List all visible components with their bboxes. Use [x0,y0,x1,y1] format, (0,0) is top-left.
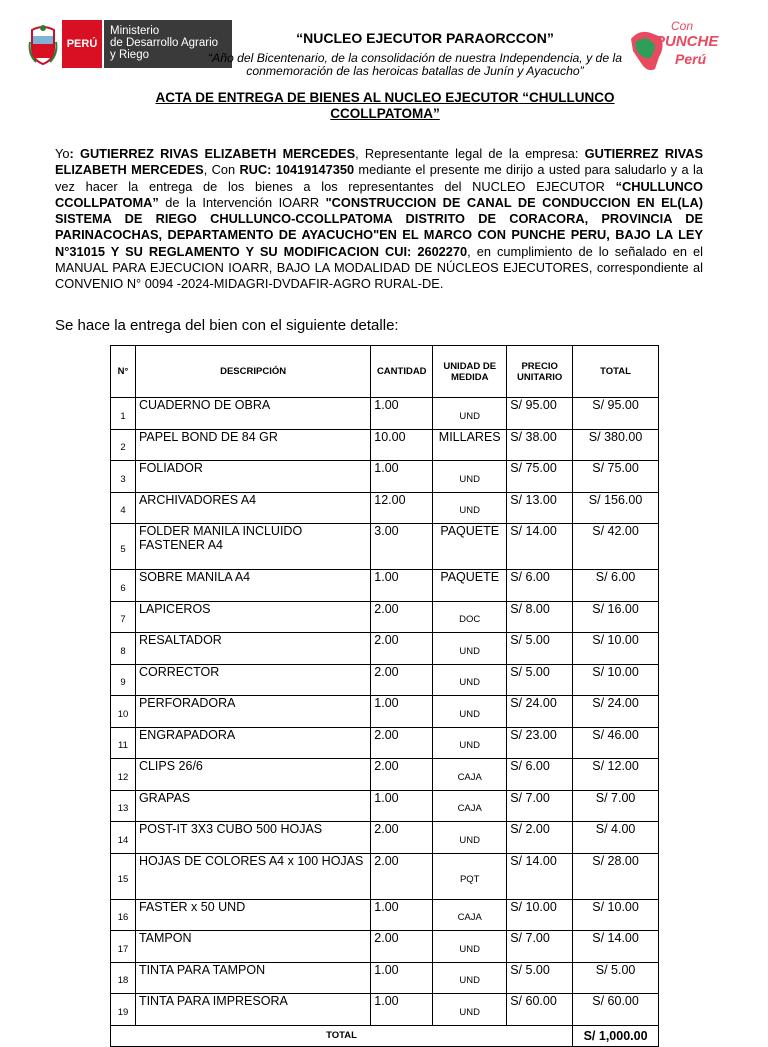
logo-punche-text: PUNCHE [655,33,719,50]
cell-quantity: 12.00 [371,492,433,524]
cell-quantity: 2.00 [371,853,433,899]
cell-unit-price: S/ 2.00 [507,822,573,854]
table-row [111,853,659,899]
cell-total: S/ 14.00 [573,931,659,963]
document-title: ACTA DE ENTREGA DE BIENES AL NUCLEO EJECUTOR “CHULLUNCO CCOLLPATOMA” [155,90,615,121]
cell-quantity: 2.00 [371,727,433,759]
items-table [110,345,659,1047]
cell-quantity: 2.00 [371,664,433,696]
cell-total: S/ 24.00 [573,696,659,728]
cell-total: S/ 95.00 [573,398,659,430]
cell-number: 5 [111,524,136,570]
cell-quantity: 2.00 [371,633,433,665]
cell-total: S/ 10.00 [573,664,659,696]
ministry-name: Ministerio de Desarrollo Agrario y Riego [104,20,232,68]
cell-unit-price: S/ 7.00 [507,931,573,963]
peru-shield-icon [27,20,59,68]
cell-quantity: 3.00 [371,524,433,570]
table-row [111,633,659,665]
cell-number: 10 [111,696,136,728]
cell-unit: CAJA [433,899,507,931]
cell-number: 17 [111,931,136,963]
cell-total: S/ 6.00 [573,570,659,602]
cell-unit-price: S/ 14.00 [507,524,573,570]
table-row [111,492,659,524]
cell-quantity: 2.00 [371,759,433,791]
cell-unit: MILLARES [433,429,507,461]
cell-unit-price: S/ 60.00 [507,994,573,1026]
cell-total: S/ 156.00 [573,492,659,524]
cell-unit-price: S/ 13.00 [507,492,573,524]
table-row [111,962,659,994]
cell-number: 18 [111,962,136,994]
cell-number: 2 [111,429,136,461]
cell-unit: UND [433,696,507,728]
cell-unit: UND [433,931,507,963]
cell-description: SOBRE MANILA A4 [135,570,370,602]
cell-unit-price: S/ 5.00 [507,664,573,696]
cell-total: S/ 28.00 [573,853,659,899]
cell-description: PERFORADORA [135,696,370,728]
cell-unit-price: S/ 8.00 [507,601,573,633]
cell-number: 8 [111,633,136,665]
col-header-unit: UNIDAD DE MEDIDA [433,346,507,398]
header-motto: “Año del Bicentenario, de la consolidación de nuestra Independencia, y de la conmemoración de las heroicas batallas de Junín y Ayacucho” [208,51,622,78]
cell-unit-price: S/ 75.00 [507,461,573,493]
cell-number: 9 [111,664,136,696]
cell-description: TINTA PARA IMPRESORA [135,994,370,1026]
table-row [111,398,659,430]
cell-quantity: 1.00 [371,398,433,430]
cell-total: S/ 5.00 [573,962,659,994]
cell-description: TINTA PARA TAMPON [135,962,370,994]
cell-unit: UND [433,461,507,493]
cell-unit: CAJA [433,790,507,822]
table-row [111,822,659,854]
table-row [111,931,659,963]
ministry-logo [27,20,232,70]
col-header-num: N° [111,346,136,398]
cell-description: ENGRAPADORA [135,727,370,759]
cell-total: S/ 7.00 [573,790,659,822]
cell-unit: UND [433,727,507,759]
table-row [111,696,659,728]
cell-unit: PAQUETE [433,524,507,570]
col-header-desc: DESCRIPCIÓN [135,346,370,398]
table-header-row [111,346,659,398]
cell-unit-price: S/ 95.00 [507,398,573,430]
cell-number: 6 [111,570,136,602]
cell-number: 19 [111,994,136,1026]
cell-unit-price: S/ 5.00 [507,633,573,665]
cell-number: 4 [111,492,136,524]
cell-number: 13 [111,790,136,822]
table-row [111,759,659,791]
cell-unit: PAQUETE [433,570,507,602]
cell-description: FOLDER MANILA INCLUIDO FASTENER A4 [135,524,370,570]
cell-total: S/ 380.00 [573,429,659,461]
cell-unit: PQT [433,853,507,899]
table-row [111,994,659,1026]
table-row [111,727,659,759]
cell-number: 3 [111,461,136,493]
table-total-row [111,1025,659,1046]
col-header-price: PRECIO UNITARIO [507,346,573,398]
cell-description: CLIPS 26/6 [135,759,370,791]
cell-description: TAMPON [135,931,370,963]
cell-description: RESALTADOR [135,633,370,665]
cell-number: 1 [111,398,136,430]
total-value: S/ 1,000.00 [573,1025,659,1046]
cell-description: CUADERNO DE OBRA [135,398,370,430]
cell-unit: UND [433,398,507,430]
cell-unit-price: S/ 6.00 [507,759,573,791]
cell-total: S/ 16.00 [573,601,659,633]
cell-unit: DOC [433,601,507,633]
intro-paragraph: Yo: GUTIERREZ RIVAS ELIZABETH MERCEDES, Representante legal de la empresa: GUTIERREZ RIVAS ELIZABETH MERCEDES, Con RUC: 10419147350 mediante el presente me dirijo a usted para saludarlo y a la vez hacer la entrega de los bienes a los representantes del NUCLEO EJECUTOR “CHULLUNCO CCOLLPATOMA” de la Intervención IOARR "CONSTRUCCION DE CANAL DE CONDUCCION EN EL(LA) SISTEMA DE RIEGO CHULLUNCO-CCOLLPATOMA DISTRITO DE CORACORA, PROVINCIA DE PARINACOCHAS, DEPARTAMENTO DE AYACUCHO"EN EL MARCO CON PUNCHE PERU, BAJO LA LEY N°31015 Y SU REGLAMENTO Y SU MODIFICACION CUI: 2602270, en cumplimiento de lo señalado en el MANUAL PARA EJECUCION IOARR, BAJO LA MODALIDAD DE NÚCLEOS EJECUTORES, correspondiente al CONVENIO N° 0094 -2024-MIDAGRI-DVDAFIR-AGRO RURAL-DE. [55,146,703,292]
cell-total: S/ 46.00 [573,727,659,759]
cell-number: 11 [111,727,136,759]
cell-quantity: 1.00 [371,570,433,602]
header-title: “NUCLEO EJECUTOR PARAORCCON” [296,30,554,46]
table-row [111,461,659,493]
table-row [111,664,659,696]
cell-unit: UND [433,822,507,854]
cell-number: 14 [111,822,136,854]
cell-number: 7 [111,601,136,633]
cell-total: S/ 12.00 [573,759,659,791]
cell-description: FASTER x 50 UND [135,899,370,931]
cell-description: LAPICEROS [135,601,370,633]
cell-number: 12 [111,759,136,791]
cell-quantity: 1.00 [371,994,433,1026]
con-punche-peru-logo [625,17,735,77]
cell-unit-price: S/ 6.00 [507,570,573,602]
cell-unit: UND [433,664,507,696]
detail-text: Se hace la entrega del bien con el siguiente detalle: [55,317,399,334]
cell-description: POST-IT 3X3 CUBO 500 HOJAS [135,822,370,854]
cell-unit-price: S/ 24.00 [507,696,573,728]
logo-con-text: Con [671,19,694,33]
table-row [111,570,659,602]
cell-unit-price: S/ 14.00 [507,853,573,899]
cell-total: S/ 10.00 [573,899,659,931]
cell-number: 15 [111,853,136,899]
logo-peru-text: Perú [675,51,707,67]
cell-unit: UND [433,633,507,665]
cell-quantity: 2.00 [371,601,433,633]
cell-unit-price: S/ 10.00 [507,899,573,931]
col-header-total: TOTAL [573,346,659,398]
cell-quantity: 2.00 [371,822,433,854]
table-row [111,429,659,461]
cell-unit-price: S/ 38.00 [507,429,573,461]
cell-number: 16 [111,899,136,931]
peru-label: PERÚ [62,20,102,68]
cell-description: ARCHIVADORES A4 [135,492,370,524]
cell-quantity: 10.00 [371,429,433,461]
cell-unit: UND [433,962,507,994]
cell-unit-price: S/ 23.00 [507,727,573,759]
cell-total: S/ 10.00 [573,633,659,665]
table-row [111,790,659,822]
cell-unit: UND [433,492,507,524]
total-label: TOTAL [111,1025,573,1046]
cell-description: HOJAS DE COLORES A4 x 100 HOJAS [135,853,370,899]
cell-unit: CAJA [433,759,507,791]
col-header-qty: CANTIDAD [371,346,433,398]
cell-unit: UND [433,994,507,1026]
cell-description: CORRECTOR [135,664,370,696]
cell-total: S/ 4.00 [573,822,659,854]
cell-unit-price: S/ 5.00 [507,962,573,994]
cell-unit-price: S/ 7.00 [507,790,573,822]
cell-quantity: 1.00 [371,899,433,931]
cell-description: PAPEL BOND DE 84 GR [135,429,370,461]
cell-description: FOLIADOR [135,461,370,493]
cell-total: S/ 75.00 [573,461,659,493]
cell-quantity: 2.00 [371,931,433,963]
table-row [111,899,659,931]
table-row [111,524,659,570]
cell-quantity: 1.00 [371,790,433,822]
table-row [111,601,659,633]
cell-quantity: 1.00 [371,962,433,994]
cell-total: S/ 42.00 [573,524,659,570]
cell-quantity: 1.00 [371,696,433,728]
cell-quantity: 1.00 [371,461,433,493]
cell-description: GRAPAS [135,790,370,822]
cell-total: S/ 60.00 [573,994,659,1026]
